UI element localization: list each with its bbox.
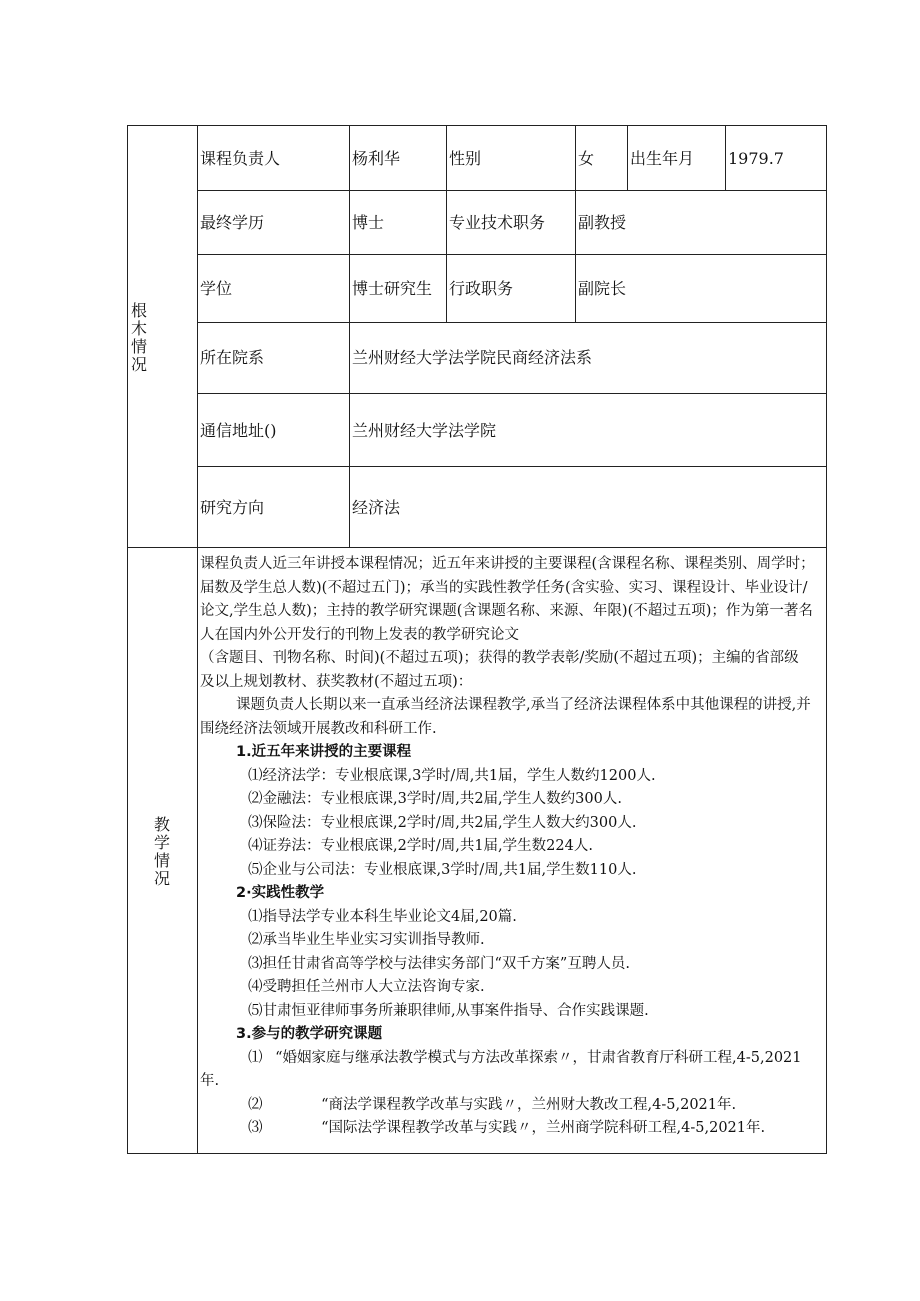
project-text: “婚姻家庭与继承法教学模式与方法改革探索〃，甘肃省教育厅科研工程,4-5,2021 xyxy=(275,1049,802,1066)
leader-name: 杨利华 xyxy=(352,149,401,168)
course-item: ⑴经济法学：专业根底课,3学时/周,共1届，学生人数约1200人. xyxy=(248,767,656,784)
admin-value: 副院长 xyxy=(578,279,627,298)
label-char: 根 xyxy=(130,301,147,320)
practice-item: ⑷受聘担任兰州市人大立法咨询专家. xyxy=(248,979,485,995)
degree-value: 博士研究生 xyxy=(352,279,433,298)
practice-item: ⑵承当毕业生毕业实习实训指导教师. xyxy=(248,932,485,948)
course-item: ⑵金融法：专业根底课,3学时/周,共2届,学生人数约300人. xyxy=(248,791,622,807)
intro-line: 及以上规划教材、获奖教材(不超过五项)： xyxy=(200,673,473,690)
project-item xyxy=(200,1047,825,1071)
teaching-label xyxy=(152,816,172,888)
project-text: “国际法学课程教学改革与实践〃，兰州商学院科研工程,4-5,2021年. xyxy=(321,1120,766,1136)
course-item: ⑷证券法：专业根底课,2学时/周,共1届,学生数224人. xyxy=(248,838,593,854)
column-divider xyxy=(575,125,576,323)
gender-label: 性别 xyxy=(449,149,482,168)
row-divider xyxy=(197,190,827,191)
heading-projects: 3.参与的教学研究课题 xyxy=(236,1026,383,1042)
column-divider xyxy=(349,125,350,547)
column-divider xyxy=(197,125,198,1154)
project-continuation: 年. xyxy=(200,1073,220,1089)
intro-line: 课程负责人近三年讲授本课程情况；近五年来讲授的主要课程(含课程名称、课程类别、周学时； xyxy=(200,556,815,572)
section-divider xyxy=(127,547,827,548)
intro-line: 人在国内外公开发行的刊物上发表的教学研究论文 xyxy=(200,626,519,643)
title-value: 副教授 xyxy=(578,213,627,232)
project-number: ⑶ xyxy=(248,1120,263,1136)
project-text: “商法学课程教学改革与实践〃，兰州财大教改工程,4-5,2021年. xyxy=(321,1096,737,1113)
heading-practice: 2·实践性教学 xyxy=(236,885,325,901)
row-divider xyxy=(197,393,827,394)
gender-value: 女 xyxy=(578,149,595,168)
intro-line: 届数及学生总人数)(不超过五门)；承当的实践性教学任务(含实验、实习、课程设计、毕业设计/ xyxy=(200,579,808,596)
label-char: 况 xyxy=(130,355,147,374)
course-item: ⑸企业与公司法：专业根底课,3学时/周,共1届,学生数110人. xyxy=(248,861,637,878)
birth-value: 1979.7 xyxy=(728,149,784,168)
leader-label: 课程负责人 xyxy=(200,149,281,168)
label-char: 教 xyxy=(153,815,170,834)
admin-label: 行政职务 xyxy=(449,279,514,298)
row-divider xyxy=(197,466,827,467)
teaching-content xyxy=(200,553,825,1141)
education-value: 博士 xyxy=(352,213,385,232)
basic-info-label xyxy=(129,302,149,374)
address-label: 通信地址() xyxy=(200,421,277,440)
practice-item: ⑶担任甘肃省高等学校与法律实务部门“双千方案”互聘人员. xyxy=(248,955,630,972)
title-label: 专业技术职务 xyxy=(449,213,546,232)
row-divider xyxy=(197,322,827,323)
label-char: 情 xyxy=(130,337,147,356)
summary-line: 围绕经济法领域开展教改和科研工作. xyxy=(200,720,437,737)
column-divider xyxy=(725,125,726,191)
birth-label: 出生年月 xyxy=(630,149,695,168)
practice-item: ⑸甘肃恒亚律师事务所兼职律师,从事案件指导、合作实践课题. xyxy=(248,1002,649,1019)
research-value: 经济法 xyxy=(352,498,401,517)
label-char: 木 xyxy=(130,319,147,338)
degree-label: 学位 xyxy=(200,279,233,298)
project-number: ⑵ xyxy=(248,1096,263,1113)
intro-line: （含题目、刊物名称、时间)(不超过五项)；获得的教学表彰/奖励(不超过五项)；主编的省部级 xyxy=(200,650,799,666)
project-number: ⑴ xyxy=(248,1049,263,1066)
summary-line: 课题负责人长期以来一直承当经济法课程教学,承当了经济法课程体系中其他课程的讲授,并 xyxy=(236,697,811,713)
label-char: 情 xyxy=(153,851,170,870)
dept-value: 兰州财经大学法学院民商经济法系 xyxy=(352,348,593,367)
address-value: 兰州财经大学法学院 xyxy=(352,421,497,440)
education-label: 最终学历 xyxy=(200,213,265,232)
heading-courses: 1.近五年来讲授的主要课程 xyxy=(236,744,412,760)
research-label: 研究方向 xyxy=(200,498,265,517)
course-item: ⑶保险法：专业根底课,2学时/周,共2届,学生人数大约300人. xyxy=(248,814,637,831)
dept-label: 所在院系 xyxy=(200,348,265,367)
column-divider xyxy=(446,125,447,323)
label-char: 学 xyxy=(153,833,170,852)
project-item xyxy=(200,1094,825,1118)
row-divider xyxy=(197,254,827,255)
intro-line: 论文,学生总人数)；主持的教学研究课题(含课题名称、来源、年限)(不超过五项)；作为第一著名 xyxy=(200,603,813,619)
project-item xyxy=(200,1117,825,1141)
label-char: 况 xyxy=(153,869,170,888)
column-divider xyxy=(627,125,628,191)
practice-item: ⑴指导法学专业本科生毕业论文4届,20篇. xyxy=(248,908,517,925)
